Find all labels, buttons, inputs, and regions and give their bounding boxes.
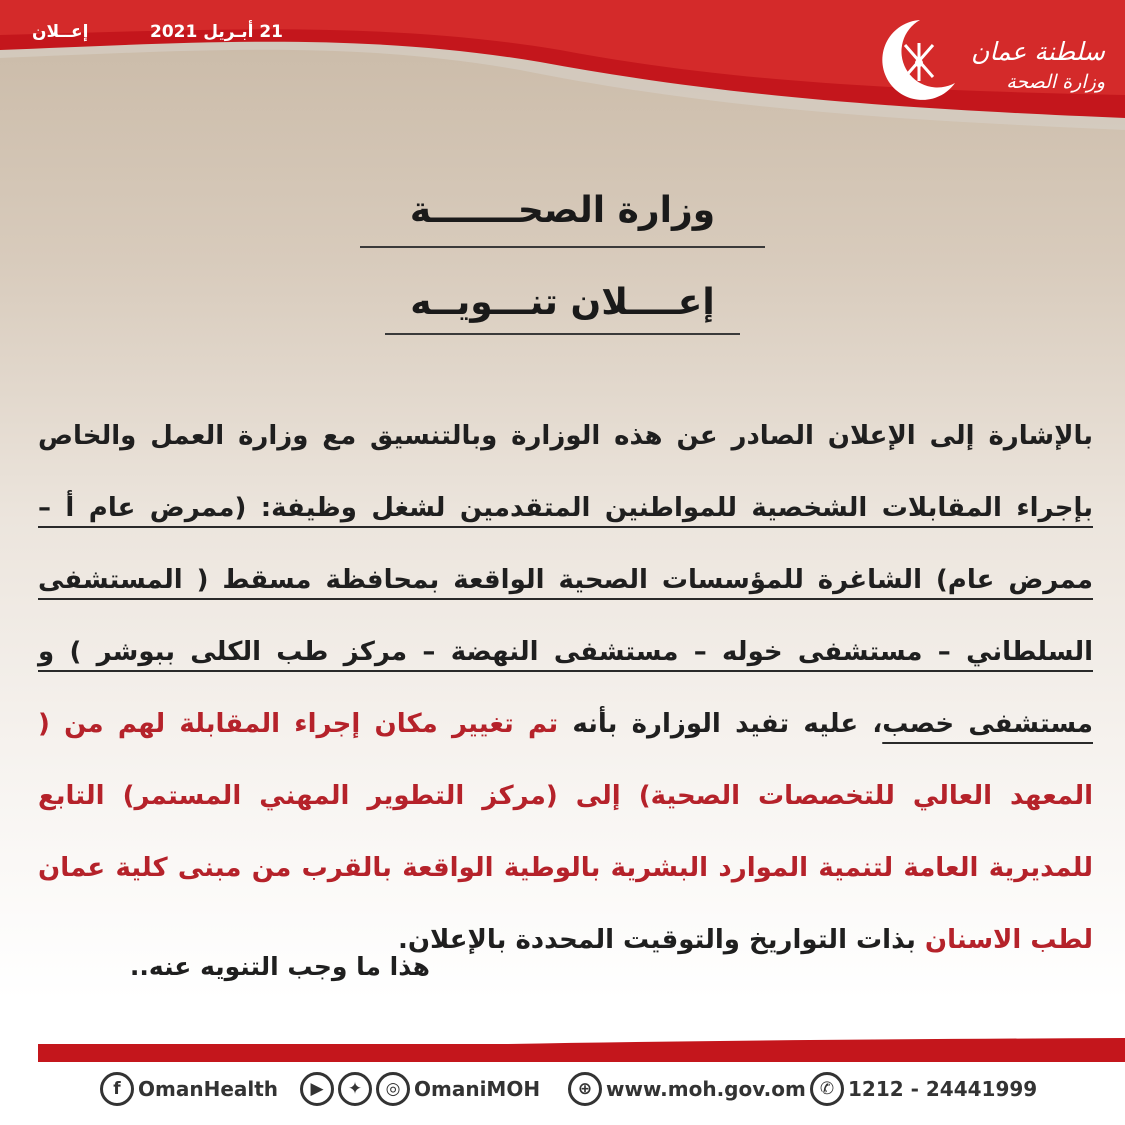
facebook-handle: OmanHealth <box>138 1077 279 1101</box>
body-interview-details: بإجراء المقابلات الشخصية للمواطنين المتقدمين لشغل وظيفة: (ممرض عام أ – ممرض عام) الشاغرة للمؤسسات الصحية الواقعة بمحافظة مسقط ( المستشفى السلطاني – مستشفى خوله – مستشفى النهضة – مركز طب الكلى ببوشر ) و مستشفى خصب <box>38 493 1093 739</box>
phone-number: 1212 - 24441999 <box>848 1077 1038 1101</box>
announcement-label: إعــلان <box>32 22 89 42</box>
instagram-icon: ◎ <box>376 1072 410 1106</box>
youtube-icon: ▶ <box>300 1072 334 1106</box>
facebook-icon: f <box>100 1072 134 1106</box>
logo-line-oman: سلطنة عمان <box>971 37 1105 66</box>
body-location-change: تم تغيير مكان إجراء المقابلة لهم من ( المعهد العالي للتخصصات الصحية) إلى (مركز التطوير المهني المستمر) التابع للمديرية العامة لتنمية الموارد البشرية بالوطية الواقعة بالقرب من مبنى كلية عمان لطب الاسنان <box>38 709 1093 955</box>
website-url: www.moh.gov.om <box>606 1077 806 1101</box>
crescent-emblem-icon <box>875 15 960 105</box>
body-intro: بالإشارة إلى الإعلان الصادر عن هذه الوزارة وبالتنسيق مع وزارة العمل والخاص <box>38 421 1093 451</box>
website-contact[interactable] <box>568 1072 806 1106</box>
header-band <box>0 0 1125 150</box>
ministry-logo <box>875 15 1105 110</box>
notice-title: إعــــلان تنـــويــه <box>410 282 715 323</box>
title-underline <box>360 246 765 248</box>
facebook-contact[interactable] <box>100 1072 278 1106</box>
ministry-title: وزارة الصحـــــــة <box>409 190 716 231</box>
closing-line: هذا ما وجب التنويه عنه.. <box>129 952 430 981</box>
notice-underline <box>385 333 740 335</box>
body-dates: بذات التواريخ والتوقيت المحددة بالإعلان. <box>397 925 925 955</box>
phone-icon: ✆ <box>810 1072 844 1106</box>
globe-icon: ⊕ <box>568 1072 602 1106</box>
header-date: 21 أبـريل 2021 <box>150 22 283 42</box>
phone-contact[interactable] <box>810 1072 1037 1106</box>
body-ministry-notes: ، عليه تفيد الوزارة بأنه <box>558 709 883 739</box>
social-contact[interactable] <box>300 1072 540 1106</box>
logo-line-ministry: وزارة الصحة <box>1006 71 1105 93</box>
social-handle: OmaniMOH <box>414 1077 541 1101</box>
twitter-icon: ✦ <box>338 1072 372 1106</box>
announcement-body <box>38 400 1093 976</box>
footer-contacts <box>0 1060 1125 1125</box>
